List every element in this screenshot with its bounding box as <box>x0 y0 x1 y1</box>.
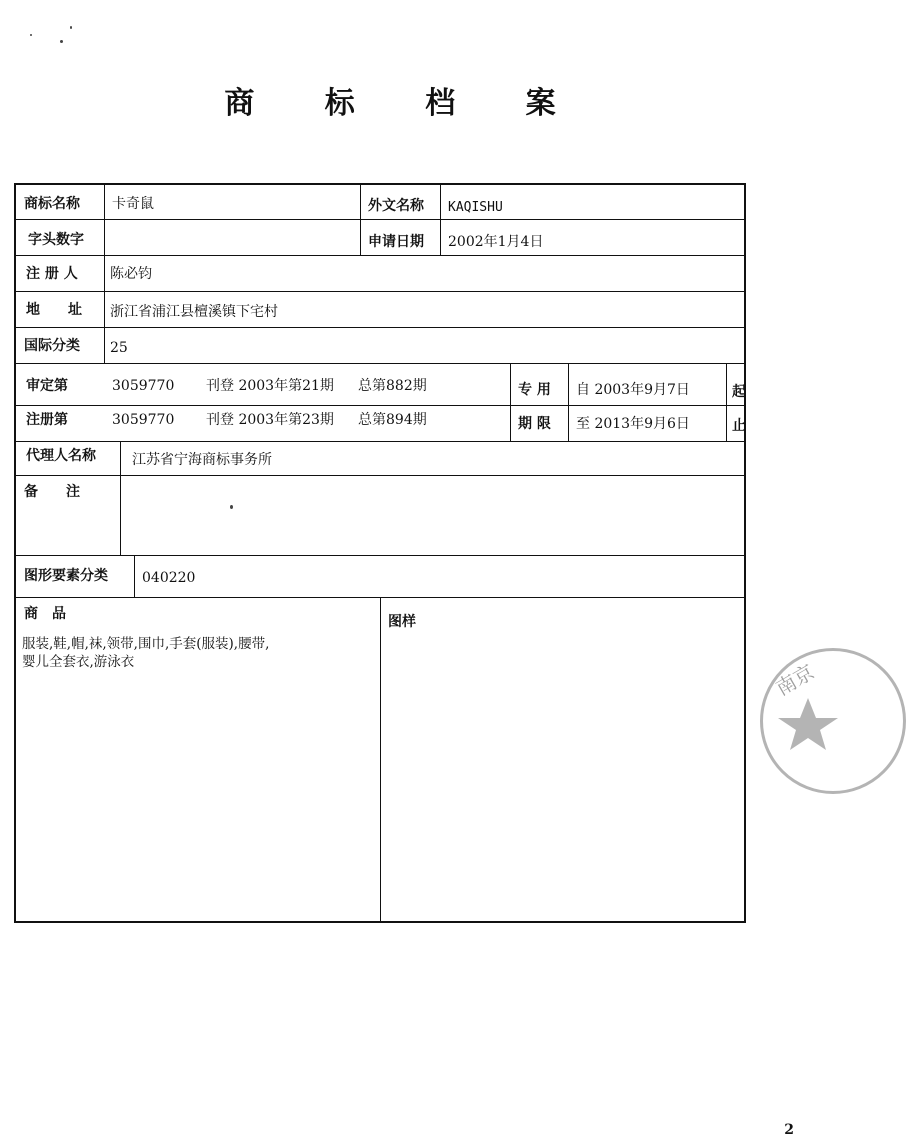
goods-label: 商 品 <box>24 606 66 622</box>
seal-text: 南京 <box>771 659 819 701</box>
col-divider <box>104 291 105 327</box>
scan-speck <box>70 26 72 29</box>
row-divider <box>16 475 744 476</box>
agent-label: 代理人名称 <box>26 448 96 464</box>
row-divider <box>16 363 744 364</box>
col-divider <box>104 327 105 363</box>
row-divider <box>16 291 744 292</box>
examine-publication: 刊登 2003年第21期 <box>206 378 334 394</box>
intl-class-label: 国际分类 <box>24 338 80 354</box>
remarks-label: 备 注 <box>24 484 80 500</box>
register-total: 总第894期 <box>358 412 427 428</box>
page-number: 2 <box>784 1122 794 1138</box>
scan-speck <box>60 40 63 43</box>
col-divider <box>104 219 105 255</box>
goods-line-2: 婴儿全套衣,游泳衣 <box>22 654 135 670</box>
col-divider <box>134 555 135 597</box>
apply-date-value: 2002年1月4日 <box>448 234 544 250</box>
mark-name-value: 卡奇鼠 <box>112 196 154 212</box>
col-divider <box>360 185 361 255</box>
intl-class-value: 25 <box>110 340 128 356</box>
figure-class-label: 图形要素分类 <box>24 568 108 584</box>
row-divider <box>16 441 744 442</box>
registrant-label: 注 册 人 <box>26 266 78 282</box>
address-label: 地 址 <box>26 302 82 318</box>
star-icon <box>760 648 900 788</box>
foreign-name-label: 外文名称 <box>368 198 424 214</box>
examine-total: 总第882期 <box>358 378 427 394</box>
scan-speck <box>30 34 32 36</box>
term-start-suffix: 起 <box>732 384 746 400</box>
col-divider <box>104 255 105 291</box>
seal-stamp <box>760 648 906 794</box>
register-label: 注册第 <box>26 412 68 428</box>
term-end-suffix: 止 <box>732 418 746 434</box>
col-divider <box>120 441 121 555</box>
register-publication: 刊登 2003年第23期 <box>206 412 334 428</box>
sample-label: 图样 <box>388 614 416 630</box>
row-divider <box>16 255 744 256</box>
col-divider <box>380 597 381 923</box>
row-divider <box>16 219 744 220</box>
apply-date-label: 申请日期 <box>368 234 424 250</box>
col-divider <box>440 185 441 255</box>
row-divider <box>16 327 744 328</box>
col-divider <box>510 363 511 441</box>
examine-label: 审定第 <box>26 378 68 394</box>
examine-number: 3059770 <box>112 378 175 394</box>
row-divider <box>16 405 744 406</box>
initials-label: 字头数字 <box>28 232 84 248</box>
row-divider <box>16 555 744 556</box>
term-end-value: 至 2013年9月6日 <box>576 416 690 432</box>
ink-speck <box>230 505 233 509</box>
register-number: 3059770 <box>112 412 175 428</box>
term-start-value: 自 2003年9月7日 <box>576 382 690 398</box>
col-divider <box>568 363 569 441</box>
mark-name-label: 商标名称 <box>24 196 80 212</box>
registrant-value: 陈必钧 <box>110 266 152 282</box>
foreign-name-value: KAQISHU <box>448 200 503 215</box>
col-divider <box>726 363 727 441</box>
goods-line-1: 服装,鞋,帽,袜,领带,围巾,手套(服装),腰带, <box>22 636 270 652</box>
page-title: 商 标 档 案 <box>224 86 586 121</box>
trademark-form <box>14 183 746 923</box>
col-divider <box>104 185 105 219</box>
exclusive-label: 专 用 <box>518 382 551 398</box>
term-label: 期 限 <box>518 416 551 432</box>
figure-class-value: 040220 <box>142 570 196 586</box>
address-value: 浙江省浦江县檀溪镇下宅村 <box>110 304 278 320</box>
agent-value: 江苏省宁海商标事务所 <box>132 452 272 468</box>
